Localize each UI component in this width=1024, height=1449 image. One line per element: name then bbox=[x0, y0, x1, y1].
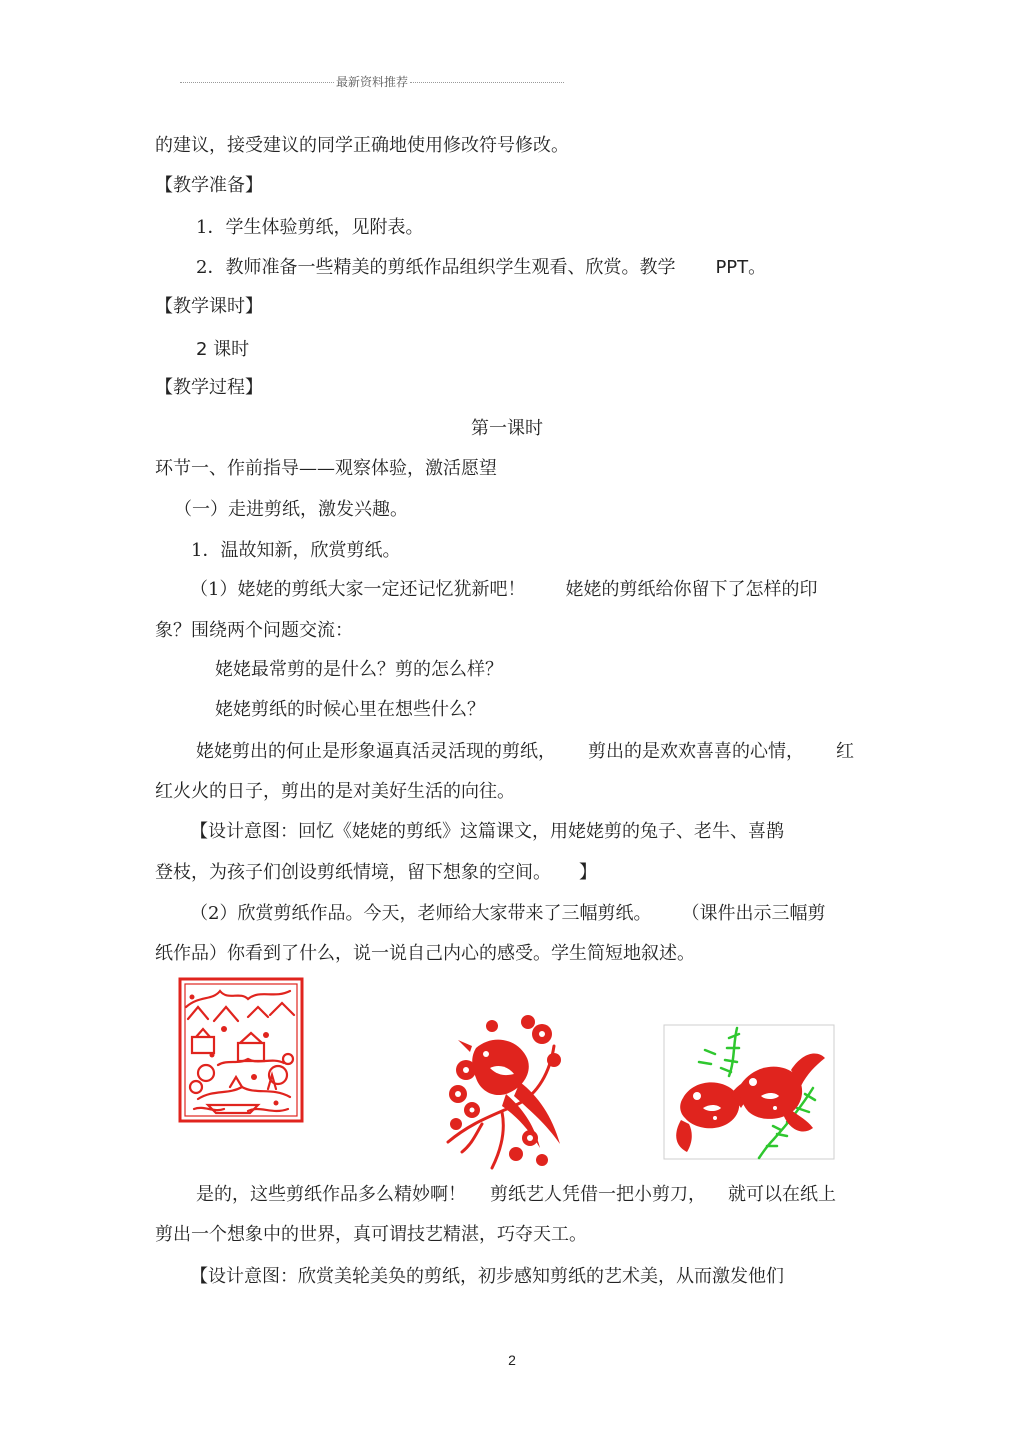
section-heading: 【教学课时】 bbox=[155, 296, 263, 317]
paragraph-text: （2）欣赏剪纸作品。今天，老师给大家带来了三幅剪纸。 bbox=[190, 903, 652, 924]
running-header bbox=[180, 74, 564, 90]
paragraph-text: 是的，这些剪纸作品多么精妙啊！ bbox=[196, 1184, 466, 1205]
list-item-text: 2．教师准备一些精美的剪纸作品组织学生观看、欣赏。教学 bbox=[196, 257, 676, 278]
design-intent: 【设计意图：欣赏美轮美奂的剪纸，初步感知剪纸的艺术美，从而激发他们 bbox=[190, 1266, 784, 1287]
list-item bbox=[196, 256, 766, 280]
bracket: 】 bbox=[579, 862, 597, 883]
design-intent-text: 登枝，为孩子们创设剪纸情境，留下想象的空间。 bbox=[155, 862, 551, 883]
paragraph-line: 的建议，接受建议的同学正确地使用修改符号修改。 bbox=[155, 135, 569, 156]
paragraph-line: 红火火的日子，剪出的是对美好生活的向往。 bbox=[155, 781, 515, 802]
section-heading: 【教学准备】 bbox=[155, 175, 263, 196]
paragraph-text: 剪出的是欢欢喜喜的心情， bbox=[588, 741, 804, 762]
design-intent bbox=[155, 861, 597, 885]
list-item: 1．温故知新，欣赏剪纸。 bbox=[191, 540, 401, 561]
paragraph-text: 姥姥剪出的何止是形象逼真活灵活现的剪纸， bbox=[196, 741, 556, 762]
bird-paper-cut-image bbox=[442, 1012, 568, 1172]
class-hours: 2 课时 bbox=[196, 339, 250, 360]
ppt-label: PPT。 bbox=[715, 257, 767, 278]
paragraph-line bbox=[190, 578, 817, 602]
list-item: 1．学生体验剪纸，见附表。 bbox=[196, 217, 424, 238]
step-heading: 环节一、作前指导——观察体验，激活愿望 bbox=[155, 458, 497, 479]
paragraph-text: 剪纸艺人凭借一把小剪刀， bbox=[490, 1184, 706, 1205]
goldfish-paper-cut-image bbox=[663, 1024, 835, 1160]
paragraph-line: 象？围绕两个问题交流： bbox=[155, 620, 353, 641]
paragraph-line bbox=[196, 1183, 836, 1207]
question-line: 姥姥剪纸的时候心里在想些什么？ bbox=[215, 699, 485, 720]
header-title: 最新资料推荐 bbox=[336, 75, 409, 89]
paragraph-text: （课件出示三幅剪 bbox=[681, 903, 826, 924]
paragraph-line bbox=[196, 740, 854, 764]
paragraph-text: 姥姥的剪纸给你留下了怎样的印 bbox=[565, 579, 818, 600]
header-rule-right bbox=[410, 82, 564, 83]
page-number: 2 bbox=[508, 1352, 516, 1368]
landscape-paper-cut-image bbox=[178, 977, 304, 1123]
paragraph-text: 红 bbox=[836, 741, 854, 762]
paragraph-line: 剪出一个想象中的世界，真可谓技艺精湛，巧夺天工。 bbox=[155, 1224, 587, 1245]
paragraph-line: 纸作品）你看到了什么，说一说自己内心的感受。学生简短地叙述。 bbox=[155, 943, 695, 964]
design-intent: 【设计意图：回忆《姥姥的剪纸》这篇课文，用姥姥剪的兔子、老牛、喜鹊 bbox=[190, 821, 784, 842]
lesson-title: 第一课时 bbox=[471, 418, 543, 439]
paragraph-line bbox=[190, 902, 825, 926]
question-line: 姥姥最常剪的是什么？剪的怎么样？ bbox=[215, 659, 503, 680]
paragraph-text: 就可以在纸上 bbox=[728, 1184, 836, 1205]
paragraph-text: （1）姥姥的剪纸大家一定还记忆犹新吧！ bbox=[190, 579, 526, 600]
sub-heading: （一）走进剪纸，激发兴趣。 bbox=[174, 499, 408, 520]
header-rule-left bbox=[180, 82, 334, 83]
section-heading: 【教学过程】 bbox=[155, 377, 263, 398]
